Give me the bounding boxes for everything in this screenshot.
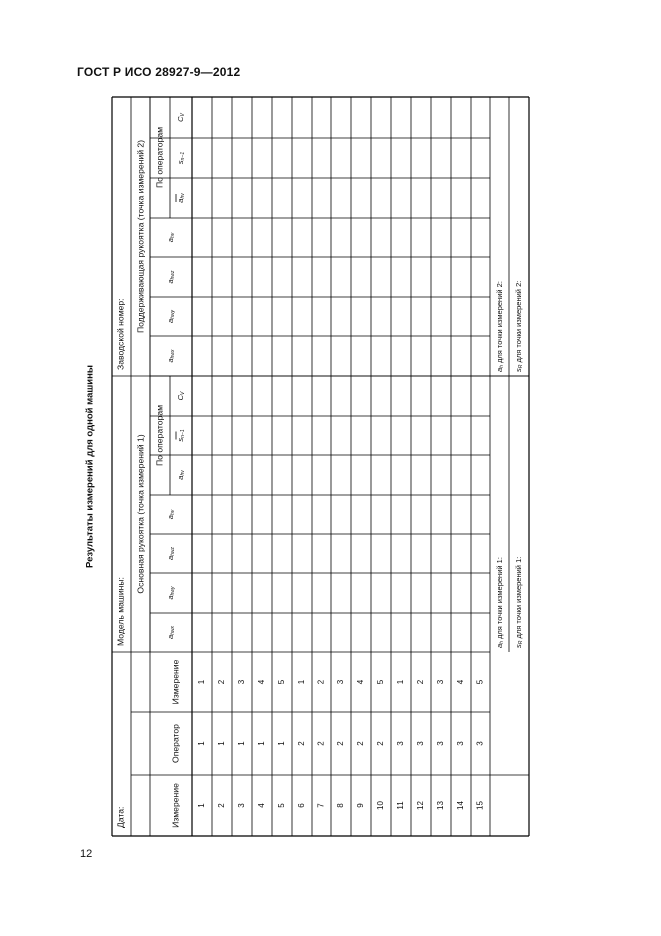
support-symbol-ahwx: $a_{hwx}$ — [165, 349, 177, 363]
serial-number-label: Заводской номер: — [115, 298, 126, 370]
main-handle-header: Основная рукоятка (точка измерений 1) — [135, 434, 146, 594]
support-handle-header: Поддерживающая рукоятка (точка измерений 2) — [135, 139, 146, 334]
row-operator-number: 2 — [336, 741, 346, 746]
ah-point1-note: $a_h$ для точки измерений 1: — [494, 557, 506, 648]
row-measurement-number: 12 — [416, 801, 426, 810]
ah-point2-note: $a_h$ для точки измерений 2: — [494, 281, 506, 372]
row-measurement-number: 3 — [237, 803, 247, 808]
row-operator-number: 3 — [475, 741, 485, 746]
row-operator-number: 2 — [356, 741, 366, 746]
page-number: 12 — [80, 848, 93, 860]
main-symbol-ahwy: $a_{hwy}$ — [165, 586, 177, 600]
row-op-measurement-number: 1 — [396, 679, 406, 685]
row-measurement-number: 11 — [396, 801, 406, 810]
row-op-measurement-number: 5 — [277, 679, 287, 685]
main-symbol-ahv: $a_{hv}$ — [165, 509, 177, 520]
main-op-symbol-ahv: $a_{hv}$ — [175, 470, 187, 480]
row-measurement-number: 15 — [475, 801, 485, 810]
row-measurement-number: 7 — [316, 803, 326, 808]
row-op-measurement-number: 3 — [237, 679, 247, 685]
support-by-operators-header: По операторам — [154, 126, 165, 189]
row-op-measurement-number: 2 — [316, 679, 326, 685]
row-operator-number: 2 — [297, 741, 307, 746]
row-op-measurement-number: 3 — [436, 679, 446, 685]
row-measurement-number: 9 — [356, 803, 366, 808]
row-measurement-number: 6 — [297, 803, 307, 808]
row-op-measurement-number: 1 — [197, 679, 207, 685]
row-operator-number: 1 — [197, 741, 207, 746]
row-operator-number: 3 — [416, 741, 426, 746]
date-label: Дата: — [115, 806, 126, 828]
row-op-measurement-number: 3 — [336, 679, 346, 685]
row-operator-number: 1 — [277, 741, 287, 746]
row-op-measurement-number: 2 — [416, 679, 426, 685]
support-symbol-ahv: $a_{hv}$ — [165, 232, 177, 243]
support-symbol-ahwz: $a_{hwz}$ — [165, 270, 177, 284]
support-op-symbol-CV: $C_V$ — [175, 113, 187, 122]
col-operator-header: Оператор — [170, 724, 181, 763]
row-op-measurement-number: 4 — [356, 679, 366, 685]
row-op-measurement-number: 2 — [217, 679, 227, 685]
row-op-measurement-number: 5 — [376, 679, 386, 685]
row-measurement-number: 1 — [197, 803, 207, 808]
row-measurement-number: 14 — [456, 801, 466, 810]
row-op-measurement-number: 5 — [475, 679, 485, 685]
table-text — [115, 112, 524, 828]
machine-model-label: Модель машины: — [115, 577, 126, 646]
row-measurement-number: 13 — [436, 801, 446, 810]
main-by-operators-header: По операторам — [154, 404, 165, 467]
main-op-symbol-CV: $C_V$ — [175, 391, 187, 401]
table-title: Результаты измерений для одной машины — [84, 365, 96, 568]
row-operator-number: 2 — [316, 741, 326, 746]
row-operator-number: 3 — [436, 741, 446, 746]
sr-point1-note: $s_R$ для точки измерений 1: — [513, 556, 525, 648]
col-measurement-header: Измерение — [170, 783, 181, 828]
document-code: ГОСТ Р ИСО 28927-9—2012 — [77, 65, 241, 79]
sr-point2-note: $s_R$ для точки измерений 2: — [513, 280, 525, 372]
row-op-measurement-number: 4 — [456, 679, 466, 685]
support-op-symbol-ahv: $a_{hv}$ — [175, 193, 187, 203]
row-operator-number: 1 — [257, 741, 267, 746]
row-operator-number: 1 — [237, 741, 247, 746]
row-op-measurement-number: 1 — [297, 679, 307, 685]
main-symbol-ahwz: $a_{hwz}$ — [165, 546, 177, 561]
row-operator-number: 2 — [376, 741, 386, 746]
row-operator-number: 3 — [396, 741, 406, 746]
support-symbol-ahwy: $a_{hwy}$ — [165, 309, 177, 324]
support-op-symbol-sn−1: $s_{n-1}$ — [175, 151, 187, 165]
row-op-measurement-number: 4 — [257, 679, 267, 685]
row-measurement-number: 2 — [217, 803, 227, 808]
row-operator-number: 1 — [217, 741, 227, 746]
main-symbol-ahwx: $a_{hwx}$ — [165, 625, 177, 640]
row-operator-number: 3 — [456, 741, 466, 746]
row-measurement-number: 4 — [257, 803, 267, 808]
row-measurement-number: 5 — [277, 803, 287, 808]
col-measurement-op-header: Измерение — [170, 659, 181, 705]
row-measurement-number: 10 — [376, 801, 386, 810]
main-op-symbol-sn−1: $s_{n-1}$ — [175, 429, 187, 442]
row-measurement-number: 8 — [336, 803, 346, 808]
